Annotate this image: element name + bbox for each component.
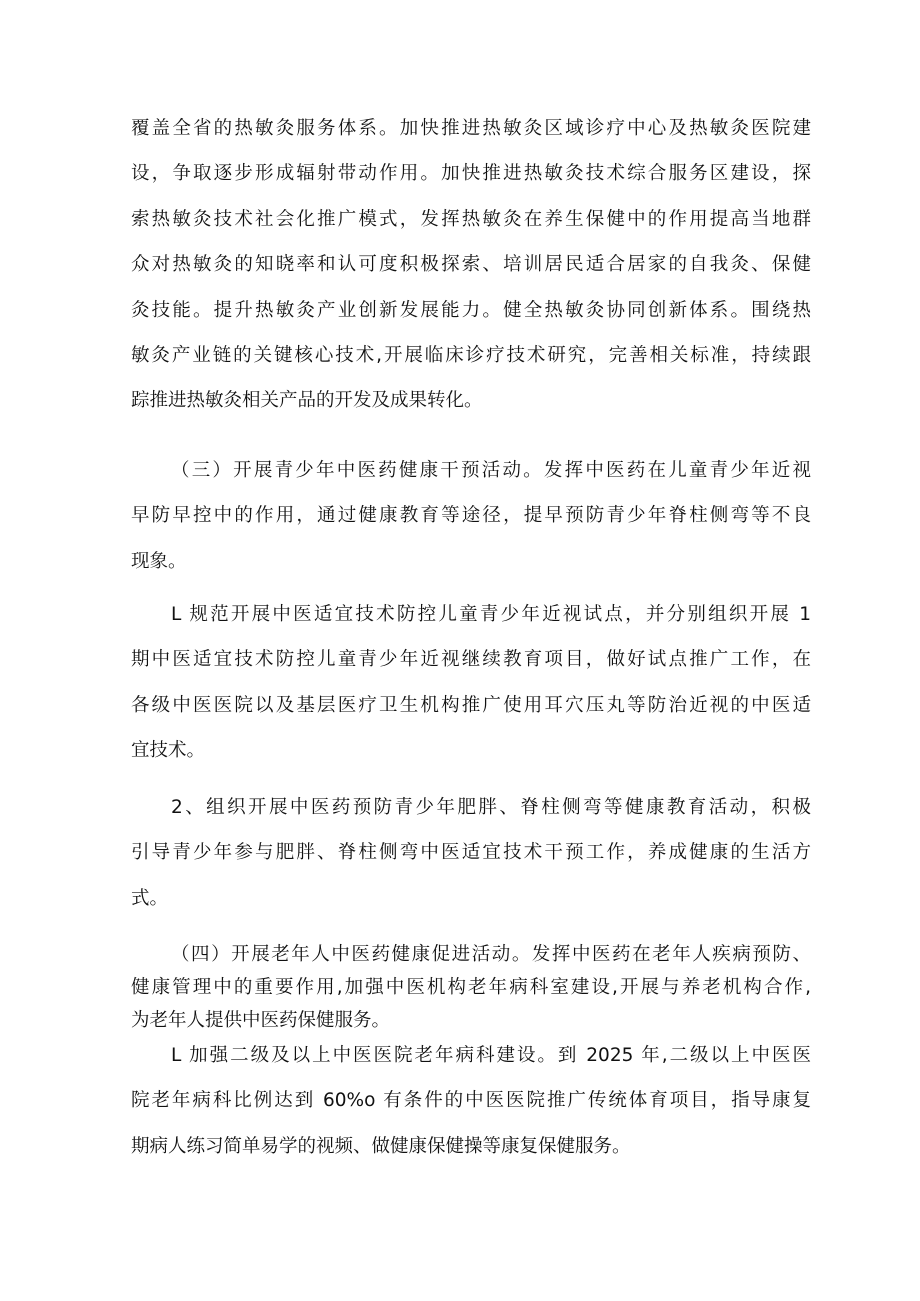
text-line: 各级中医医院以及基层医疗卫生机构推广使用耳穴压丸等防治近视的中医适 (131, 694, 811, 716)
paragraph-heat-sensitive-moxibustion (131, 117, 811, 435)
text-line: 设，争取逐步形成辐射带动作用。加快推进热敏灸技术综合服务区建设，探 (131, 163, 811, 185)
text-line: 院老年病科比例达到 60%o 有条件的中医医院推广传统体育项目，指导康复 (131, 1090, 811, 1112)
paragraph-item-1-myopia (131, 603, 811, 785)
text-line: 健康管理中的重要作用,加强中医机构老年病科室建设,开展与养老机构合作, (131, 977, 811, 998)
text-line: 期中医适宜技术防控儿童青少年近视继续教育项目，做好试点推广工作，在 (131, 649, 811, 671)
text-line: 众对热敏灸的知晓率和认可度积极探索、培训居民适合居家的自我灸、保健 (131, 254, 811, 276)
text-line: 现象。 (131, 550, 187, 572)
text-line: 为老年人提供中医药保健服务。 (131, 1010, 391, 1031)
paragraph-item-1-geriatrics (131, 1044, 811, 1180)
paragraph-section-three (131, 459, 811, 595)
text-line: 覆盖全省的热敏灸服务体系。加快推进热敏灸区域诊疗中心及热敏灸医院建 (131, 118, 811, 139)
text-line: 式。 (131, 887, 169, 909)
text-line: 期病人练习简单易学的视频、做健康保健操等康复保健服务。 (131, 1135, 631, 1157)
text-line: 宜技术。 (131, 740, 206, 762)
text-line: 引导青少年参与肥胖、脊柱侧弯中医适宜技术干预工作，养成健康的生活方 (131, 842, 811, 864)
section-heading-three: （三）开展青少年中医药健康干预活动。发挥中医药在儿童青少年近视 (171, 460, 811, 481)
list-item-1: L 规范开展中医适宜技术防控儿童青少年近视试点，并分别组织开展 1 (171, 604, 811, 625)
text-line: 灸技能。提升热敏灸产业创新发展能力。健全热敏灸协同创新体系。围绕热 (131, 299, 811, 321)
list-item-2: 2、组织开展中医药预防青少年肥胖、脊柱侧弯等健康教育活动，积极 (171, 797, 811, 818)
text-line: 踪推进热敏灸相关产品的开发及成果转化。 (131, 390, 483, 412)
paragraph-section-four (131, 943, 811, 1042)
text-line: 早防早控中的作用，通过健康教育等途径，提早预防青少年脊柱侧弯等不良 (131, 505, 811, 527)
list-item-1: L 加强二级及以上中医医院老年病科建设。到 2025 年,二级以上中医医 (171, 1045, 811, 1066)
text-line: 敏灸产业链的关键核心技术,开展临床诊疗技术研究，完善相关标准，持续跟 (131, 344, 811, 366)
text-line: 索热敏灸技术社会化推广模式，发挥热敏灸在养生保健中的作用提高当地群 (131, 208, 811, 230)
section-heading-four: （四）开展老年人中医药健康促进活动。发挥中医药在老年人疾病预防、 (171, 944, 811, 965)
paragraph-item-2-obesity (131, 796, 811, 932)
